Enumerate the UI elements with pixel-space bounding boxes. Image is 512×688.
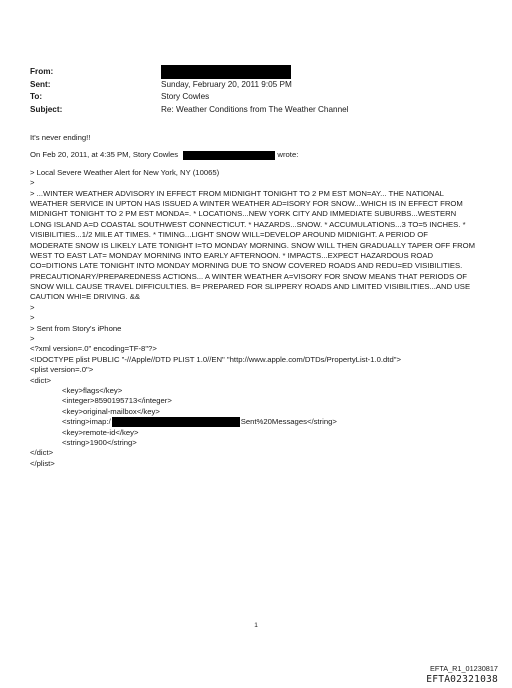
from-label: From: xyxy=(30,67,54,76)
alert-line: SNOW WILL CAUSE TRAVEL DIFFICULTIES. B= PREPARED FOR SLIPPERY ROADS AND LIMITED VISIBILITIES...AND USE xyxy=(30,282,471,292)
to-value: Story Cowles xyxy=(161,92,210,102)
plist-close: </plist> xyxy=(30,458,55,468)
subject-value: Re: Weather Conditions from The Weather Channel xyxy=(161,104,349,114)
plist-string-imap: <string>imap:/ Sent%20Messages</string> xyxy=(62,417,337,427)
sent-row xyxy=(30,79,490,92)
alert-line: MODERATE SNOW IS LIKELY LATE TONIGHT I=TO MONDAY MORNING. SNOW WILL THEN GRADUALLY TAPER OFF FROM xyxy=(30,240,476,250)
doctype-line: <!DOCTYPE plist PUBLIC "-//Apple//DTD PLIST 1.0//EN" "http://www.apple.com/DTDs/PropertyList-1.0.dtd"> xyxy=(30,354,401,364)
quote-marker: > xyxy=(30,178,35,188)
quote-marker: > xyxy=(30,313,35,323)
alert-line: WEST TO EAST LAT= MONDAY MORNING INTO EARLY AFTERNOON. * IMPACTS...EXPECT HAZARDOUS ROAD xyxy=(30,250,434,260)
redaction-block xyxy=(161,65,291,79)
subject-label: Subject: xyxy=(30,104,63,114)
redaction-block xyxy=(183,151,275,160)
alert-line: PRECAUTIONARY/PREPAREDNESS ACTIONS... A WINTER WEATHER A=VISORY FOR SNOW MEANS THAT PERIODS OF xyxy=(30,271,467,281)
quote-marker: > xyxy=(30,302,35,312)
sent-from-line: > Sent from Story's iPhone xyxy=(30,323,122,333)
alert-line: CO=DITIONS LATE TONIGHT INTO MONDAY MORNING DUE TO SNOW COVERED ROADS AND REDU=ED VISIBILITIES. xyxy=(30,261,463,271)
sent-value: Sunday, February 20, 2011 9:05 PM xyxy=(161,79,292,89)
alert-line: CAUTION WHI=E DRIVING. && xyxy=(30,292,140,302)
plist-key-remote: <key>remote-id</key> xyxy=(62,427,139,437)
quote-marker: > xyxy=(30,334,35,344)
email-body xyxy=(30,133,492,469)
reply-text: It's never ending!! xyxy=(30,133,91,142)
alert-line: VISIBILITIES...1/2 MILE AT TIMES. * TIMING...LIGHT SNOW WILL=DEVELOP AROUND MIDNIGHT. A PERIOD OF xyxy=(30,230,428,240)
subject-row xyxy=(30,104,490,117)
quoted-title: > Local Severe Weather Alert for New York, NY (10065) xyxy=(30,167,220,177)
attribution-line: On Feb 20, 2011, at 4:35 PM, Story Cowles wrote: xyxy=(30,150,299,160)
redaction-block xyxy=(112,417,240,427)
alert-line: WEATHER SERVICE IN UPTON HAS ISSUED A WINTER WEATHER AD=ISORY FOR SNOW...WHICH IS IN EFFECT FROM xyxy=(30,198,463,208)
dict-close: </dict> xyxy=(30,448,54,458)
email-header xyxy=(30,66,490,116)
alert-line: MIDNIGHT TONIGHT TO 2 PM EST MONDA=. * LOCATIONS...NEW YORK CITY AND IMMEDIATE SUBURBS...WESTERN xyxy=(30,209,457,219)
bates-number-small: EFTA_R1_01230817 xyxy=(429,664,498,673)
plist-key-flags: <key>flags</key> xyxy=(62,385,123,395)
to-row xyxy=(30,91,490,104)
alert-line: > ...WINTER WEATHER ADVISORY IN EFFECT FROM MIDNIGHT TONIGHT TO 2 PM EST MON=AY... THE NATIONAL xyxy=(30,188,444,198)
to-label: To: xyxy=(30,92,43,102)
bates-number-large: EFTA02321038 xyxy=(426,674,498,685)
plist-integer-flags: <integer>8590195713</integer> xyxy=(62,396,172,406)
xml-declaration: <?xml version=.0" encoding=TF-8"?> xyxy=(30,344,157,354)
quoted-message xyxy=(30,168,492,469)
plist-key-mailbox: <key>original-mailbox</key> xyxy=(62,406,160,416)
plist-open: <plist version=.0"> xyxy=(30,365,94,375)
plist-string-1900: <string>1900</string> xyxy=(62,437,137,447)
sent-label: Sent: xyxy=(30,79,51,89)
from-row xyxy=(30,66,490,79)
dict-open: <dict> xyxy=(30,375,51,385)
alert-line: LONG ISLAND A=D COASTAL SOUTHWEST CONNECTICUT. * HAZARDS...SNOW. * ACCUMULATIONS...3 TO=5 INCHES. * xyxy=(30,219,466,229)
page-number: 1 xyxy=(254,622,258,629)
